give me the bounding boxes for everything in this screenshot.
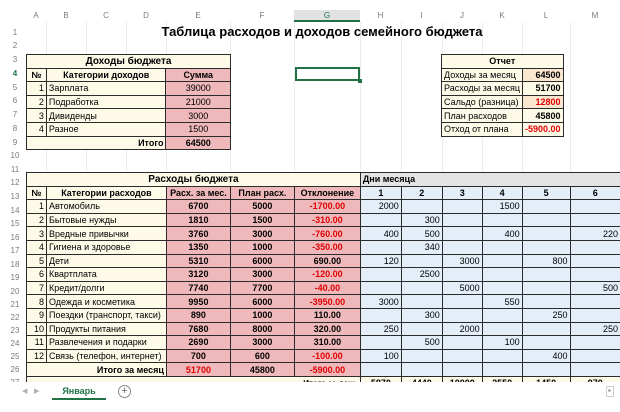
expense-plan[interactable]: 7700 — [230, 281, 294, 295]
day-header[interactable]: 3 — [442, 186, 482, 200]
expense-num[interactable]: 3 — [27, 227, 47, 241]
selected-cell-g4[interactable] — [295, 67, 360, 81]
table-row — [442, 68, 564, 82]
day-cell[interactable] — [482, 322, 522, 336]
table-row — [442, 95, 564, 109]
report-value[interactable]: 51700 — [523, 82, 564, 96]
day-cell[interactable] — [570, 336, 620, 350]
day-cell[interactable] — [522, 322, 570, 336]
day-cell[interactable] — [570, 349, 620, 363]
day-header[interactable]: 4 — [482, 186, 522, 200]
income-heading: Доходы бюджета — [27, 55, 231, 69]
income-header-num[interactable]: № — [27, 68, 47, 82]
expense-actual[interactable]: 890 — [166, 308, 230, 322]
page-title: Таблица расходов и доходов семейного бюджета — [161, 24, 483, 39]
row-header[interactable]: 15 — [10, 219, 20, 228]
day-cell[interactable]: 100 — [360, 349, 401, 363]
day-cell[interactable] — [442, 268, 482, 282]
table-row — [442, 122, 564, 136]
col-header-d[interactable]: D — [143, 11, 149, 20]
row-header[interactable]: 4 — [12, 69, 18, 78]
report-value[interactable]: 64500 — [523, 68, 564, 82]
expenses-header-actual[interactable]: Расх. за мес. — [166, 186, 230, 200]
day-cell[interactable] — [360, 240, 401, 254]
day-cell[interactable] — [360, 336, 401, 350]
table-row — [27, 254, 620, 268]
table-row — [27, 349, 620, 363]
table-row — [27, 268, 620, 282]
col-header-b[interactable]: B — [63, 11, 69, 20]
day-cell[interactable]: 400 — [360, 227, 401, 241]
day-cell[interactable] — [401, 349, 442, 363]
expense-plan[interactable]: 1000 — [230, 240, 294, 254]
day-cell[interactable] — [360, 268, 401, 282]
row-header[interactable]: 10 — [10, 151, 20, 160]
row-header[interactable]: 19 — [10, 273, 20, 282]
day-cell[interactable] — [522, 363, 570, 377]
table-row — [27, 281, 620, 295]
col-header-h[interactable]: H — [377, 11, 384, 20]
day-cell[interactable] — [442, 336, 482, 350]
row-header[interactable]: 18 — [10, 260, 20, 269]
row-header[interactable]: 26 — [10, 365, 20, 374]
day-cell[interactable] — [401, 322, 442, 336]
expenses-header-deviation[interactable]: Отклонение — [294, 186, 360, 200]
scroll-tabs-right-icon[interactable]: ▶ — [34, 388, 40, 395]
day-cell[interactable]: 2000 — [360, 200, 401, 214]
table-row — [27, 240, 620, 254]
expense-num[interactable]: 12 — [27, 349, 47, 363]
income-header-sum[interactable]: Сумма — [166, 68, 231, 82]
income-num[interactable]: 4 — [27, 122, 47, 136]
sheet-tab-bar — [0, 382, 620, 412]
expense-deviation[interactable]: -40.00 — [294, 281, 360, 295]
expense-actual[interactable]: 6700 — [166, 200, 230, 214]
expense-category[interactable]: Одежда и косметика — [46, 295, 166, 309]
day-cell[interactable] — [360, 213, 401, 227]
days-heading: Дни месяца — [360, 173, 620, 187]
expense-category[interactable]: Продукты питания — [46, 322, 166, 336]
table-row — [27, 95, 231, 109]
expense-num[interactable]: 7 — [27, 281, 47, 295]
day-cell[interactable]: 500 — [570, 281, 620, 295]
day-cell[interactable] — [401, 295, 442, 309]
day-cell[interactable] — [522, 200, 570, 214]
expense-deviation[interactable]: -1700.00 — [294, 200, 360, 214]
expense-actual[interactable]: 1350 — [166, 240, 230, 254]
row-header[interactable]: 11 — [10, 165, 20, 174]
table-row — [442, 82, 564, 96]
expense-deviation[interactable]: 310.00 — [294, 336, 360, 350]
expense-plan[interactable]: 6000 — [230, 254, 294, 268]
row-header[interactable]: 9 — [12, 138, 18, 147]
expense-num[interactable]: 10 — [27, 322, 47, 336]
day-cell[interactable]: 800 — [522, 254, 570, 268]
day-cell[interactable] — [522, 227, 570, 241]
day-cell[interactable] — [401, 363, 442, 377]
expense-plan[interactable]: 3000 — [230, 268, 294, 282]
day-cell[interactable]: 250 — [360, 322, 401, 336]
expense-num[interactable]: 9 — [27, 308, 47, 322]
row-header[interactable]: 20 — [10, 287, 20, 296]
day-cell[interactable] — [442, 200, 482, 214]
day-cell[interactable]: 250 — [522, 308, 570, 322]
day-cell[interactable] — [570, 213, 620, 227]
income-sum[interactable]: 21000 — [166, 95, 231, 109]
report-label[interactable]: Сальдо (разница) — [442, 95, 523, 109]
col-header-k[interactable]: K — [499, 11, 505, 20]
day-cell[interactable] — [482, 281, 522, 295]
day-cell[interactable] — [482, 268, 522, 282]
day-cell[interactable] — [482, 240, 522, 254]
expenses-table — [26, 172, 620, 391]
income-sum[interactable]: 39000 — [166, 82, 231, 96]
row-header[interactable]: 24 — [10, 339, 20, 348]
day-cell[interactable]: 5000 — [442, 281, 482, 295]
table-row — [27, 122, 231, 136]
day-cell[interactable] — [401, 254, 442, 268]
expense-deviation[interactable]: -760.00 — [294, 227, 360, 241]
expense-deviation[interactable]: 110.00 — [294, 308, 360, 322]
income-num[interactable]: 1 — [27, 82, 47, 96]
expense-num[interactable]: 6 — [27, 268, 47, 282]
scroll-tabs-left-icon[interactable]: ◀ — [22, 388, 28, 395]
expense-category[interactable]: Автомобиль — [46, 200, 166, 214]
row-header[interactable]: 23 — [10, 326, 20, 335]
day-cell[interactable] — [522, 295, 570, 309]
expense-actual[interactable]: 7680 — [166, 322, 230, 336]
expenses-total-label[interactable]: Итого за месяц — [27, 363, 167, 377]
report-value[interactable]: 12800 — [523, 95, 564, 109]
income-sum[interactable]: 1500 — [166, 122, 231, 136]
income-category[interactable]: Зарплата — [46, 82, 166, 96]
table-row — [27, 82, 231, 96]
col-header-i[interactable]: I — [420, 11, 423, 20]
day-cell[interactable] — [442, 213, 482, 227]
day-cell[interactable]: 340 — [401, 240, 442, 254]
expense-category[interactable]: Поездки (транспорт, такси) — [46, 308, 166, 322]
expense-category[interactable]: Бытовые нужды — [46, 213, 166, 227]
day-cell[interactable] — [570, 254, 620, 268]
expense-actual[interactable]: 1810 — [166, 213, 230, 227]
day-cell[interactable]: 500 — [401, 227, 442, 241]
expense-plan[interactable]: 600 — [230, 349, 294, 363]
day-header[interactable]: 6 — [570, 186, 620, 200]
col-header-j[interactable]: J — [460, 11, 464, 20]
expense-plan[interactable]: 3000 — [230, 227, 294, 241]
table-row — [27, 336, 620, 350]
expense-deviation[interactable]: 320.00 — [294, 322, 360, 336]
expense-actual[interactable]: 5310 — [166, 254, 230, 268]
expense-num[interactable]: 11 — [27, 336, 47, 350]
col-header-m[interactable]: M — [591, 11, 599, 20]
row-header[interactable]: 6 — [12, 96, 18, 105]
horizontal-scrollbar[interactable]: ▸ — [606, 386, 614, 397]
expense-plan[interactable]: 1500 — [230, 213, 294, 227]
col-header-l[interactable]: L — [543, 11, 549, 20]
expense-num[interactable]: 1 — [27, 200, 47, 214]
row-header[interactable]: 25 — [10, 352, 20, 361]
expenses-total-plan[interactable]: 45800 — [230, 363, 294, 377]
expense-deviation[interactable]: 690.00 — [294, 254, 360, 268]
day-cell[interactable] — [442, 240, 482, 254]
report-label[interactable]: Отход от плана — [442, 122, 523, 136]
expense-category[interactable]: Связь (телефон, интернет) — [46, 349, 166, 363]
day-cell[interactable] — [442, 295, 482, 309]
expense-category[interactable]: Дети — [46, 254, 166, 268]
day-cell[interactable]: 2500 — [401, 268, 442, 282]
expense-actual[interactable]: 2690 — [166, 336, 230, 350]
expense-num[interactable]: 4 — [27, 240, 47, 254]
day-cell[interactable] — [570, 268, 620, 282]
table-row — [27, 213, 620, 227]
expense-deviation[interactable]: -350.00 — [294, 240, 360, 254]
expense-plan[interactable]: 3000 — [230, 336, 294, 350]
expenses-total-deviation[interactable]: -5900.00 — [294, 363, 360, 377]
table-row — [27, 295, 620, 309]
income-total-label[interactable]: Итого — [27, 136, 166, 150]
table-row — [27, 109, 231, 123]
day-cell[interactable]: 400 — [522, 349, 570, 363]
day-cell[interactable]: 220 — [570, 227, 620, 241]
col-header-e[interactable]: E — [195, 11, 201, 20]
day-cell[interactable] — [360, 308, 401, 322]
income-category[interactable]: Разное — [46, 122, 166, 136]
add-sheet-button[interactable]: + — [118, 385, 131, 398]
expense-category[interactable]: Гигиена и здоровье — [46, 240, 166, 254]
day-cell[interactable]: 550 — [482, 295, 522, 309]
day-cell[interactable]: 2000 — [442, 322, 482, 336]
expense-deviation[interactable]: -3950.00 — [294, 295, 360, 309]
day-cell[interactable] — [522, 336, 570, 350]
expense-plan[interactable]: 5000 — [230, 200, 294, 214]
row-header[interactable]: 5 — [12, 83, 18, 92]
expense-deviation[interactable]: -100.00 — [294, 349, 360, 363]
expense-actual[interactable]: 7740 — [166, 281, 230, 295]
income-num[interactable]: 2 — [27, 95, 47, 109]
expenses-header-num[interactable]: № — [27, 186, 47, 200]
day-cell[interactable] — [360, 363, 401, 377]
report-label[interactable]: Расходы за месяц — [442, 82, 523, 96]
day-cell[interactable] — [442, 349, 482, 363]
row-header[interactable]: 13 — [10, 192, 20, 201]
day-cell[interactable]: 1500 — [482, 200, 522, 214]
report-value[interactable]: -5900.00 — [523, 122, 564, 136]
expense-actual[interactable]: 3120 — [166, 268, 230, 282]
day-cell[interactable]: 3000 — [442, 254, 482, 268]
income-category[interactable]: Дивиденды — [46, 109, 166, 123]
expense-actual[interactable]: 3760 — [166, 227, 230, 241]
expenses-header-category[interactable]: Категории расходов — [46, 186, 166, 200]
expense-num[interactable]: 5 — [27, 254, 47, 268]
day-header[interactable]: 2 — [401, 186, 442, 200]
row-header[interactable]: 1 — [12, 28, 18, 37]
report-value[interactable]: 45800 — [523, 109, 564, 123]
day-cell[interactable] — [482, 349, 522, 363]
income-num[interactable]: 3 — [27, 109, 47, 123]
table-row — [27, 200, 620, 214]
day-cell[interactable] — [482, 363, 522, 377]
row-header[interactable]: 3 — [12, 55, 18, 64]
day-cell[interactable] — [522, 240, 570, 254]
expenses-total-actual[interactable]: 51700 — [166, 363, 230, 377]
day-cell[interactable] — [570, 308, 620, 322]
day-cell[interactable] — [570, 200, 620, 214]
income-table — [26, 54, 231, 150]
row-header[interactable]: 16 — [10, 233, 20, 242]
row-header[interactable]: 8 — [12, 124, 18, 133]
expense-actual[interactable]: 700 — [166, 349, 230, 363]
col-header-g[interactable]: G — [294, 10, 360, 22]
day-cell[interactable]: 500 — [401, 336, 442, 350]
table-row — [27, 322, 620, 336]
day-cell[interactable] — [401, 281, 442, 295]
expense-category[interactable]: Кредит/долги — [46, 281, 166, 295]
expense-plan[interactable]: 8000 — [230, 322, 294, 336]
report-table — [441, 54, 564, 137]
expense-plan[interactable]: 6000 — [230, 295, 294, 309]
expense-deviation[interactable]: -310.00 — [294, 213, 360, 227]
row-header[interactable]: 2 — [12, 41, 18, 50]
expense-category[interactable]: Развлечения и подарки — [46, 336, 166, 350]
day-cell[interactable] — [482, 213, 522, 227]
income-total-value[interactable]: 64500 — [166, 136, 231, 150]
expense-num[interactable]: 2 — [27, 213, 47, 227]
expense-deviation[interactable]: -120.00 — [294, 268, 360, 282]
row-header[interactable]: 17 — [10, 246, 20, 255]
day-cell[interactable] — [482, 308, 522, 322]
day-cell[interactable] — [482, 254, 522, 268]
expense-plan[interactable]: 1000 — [230, 308, 294, 322]
col-header-f[interactable]: F — [259, 11, 265, 20]
day-cell[interactable] — [360, 281, 401, 295]
col-header-c[interactable]: C — [103, 11, 109, 20]
table-row — [27, 308, 620, 322]
row-header[interactable]: 12 — [10, 178, 20, 187]
day-cell[interactable] — [570, 295, 620, 309]
row-header[interactable]: 14 — [10, 206, 20, 215]
row-header[interactable]: 7 — [12, 110, 18, 119]
day-cell[interactable]: 400 — [482, 227, 522, 241]
day-header[interactable]: 5 — [522, 186, 570, 200]
day-cell[interactable] — [442, 308, 482, 322]
income-category[interactable]: Подработка — [46, 95, 166, 109]
col-header-a[interactable]: A — [33, 11, 39, 20]
day-cell[interactable] — [522, 281, 570, 295]
expense-actual[interactable]: 9950 — [166, 295, 230, 309]
expenses-heading: Расходы бюджета — [27, 173, 361, 187]
expenses-header-plan[interactable]: План расх. — [230, 186, 294, 200]
income-header-category[interactable]: Категории доходов — [46, 68, 166, 82]
sheet-tab-january[interactable]: Январь — [52, 384, 106, 400]
day-cell[interactable]: 250 — [570, 322, 620, 336]
day-cell[interactable] — [570, 240, 620, 254]
day-cell[interactable] — [442, 227, 482, 241]
day-cell[interactable] — [442, 363, 482, 377]
report-label[interactable]: План расходов — [442, 109, 523, 123]
expense-category[interactable]: Вредные привычки — [46, 227, 166, 241]
day-cell[interactable]: 3000 — [360, 295, 401, 309]
table-row — [442, 109, 564, 123]
day-cell[interactable] — [522, 213, 570, 227]
income-sum[interactable]: 3000 — [166, 109, 231, 123]
day-cell[interactable]: 300 — [401, 213, 442, 227]
report-heading: Отчет — [442, 55, 564, 69]
day-header[interactable]: 1 — [360, 186, 401, 200]
day-cell[interactable] — [570, 363, 620, 377]
day-cell[interactable]: 120 — [360, 254, 401, 268]
day-cell[interactable] — [522, 268, 570, 282]
day-cell[interactable]: 100 — [482, 336, 522, 350]
day-cell[interactable] — [401, 200, 442, 214]
expense-category[interactable]: Квартплата — [46, 268, 166, 282]
row-header[interactable]: 22 — [10, 313, 20, 322]
expense-num[interactable]: 8 — [27, 295, 47, 309]
table-row — [27, 227, 620, 241]
row-header[interactable]: 21 — [10, 300, 20, 309]
report-label[interactable]: Доходы за месяц — [442, 68, 523, 82]
day-cell[interactable]: 300 — [401, 308, 442, 322]
